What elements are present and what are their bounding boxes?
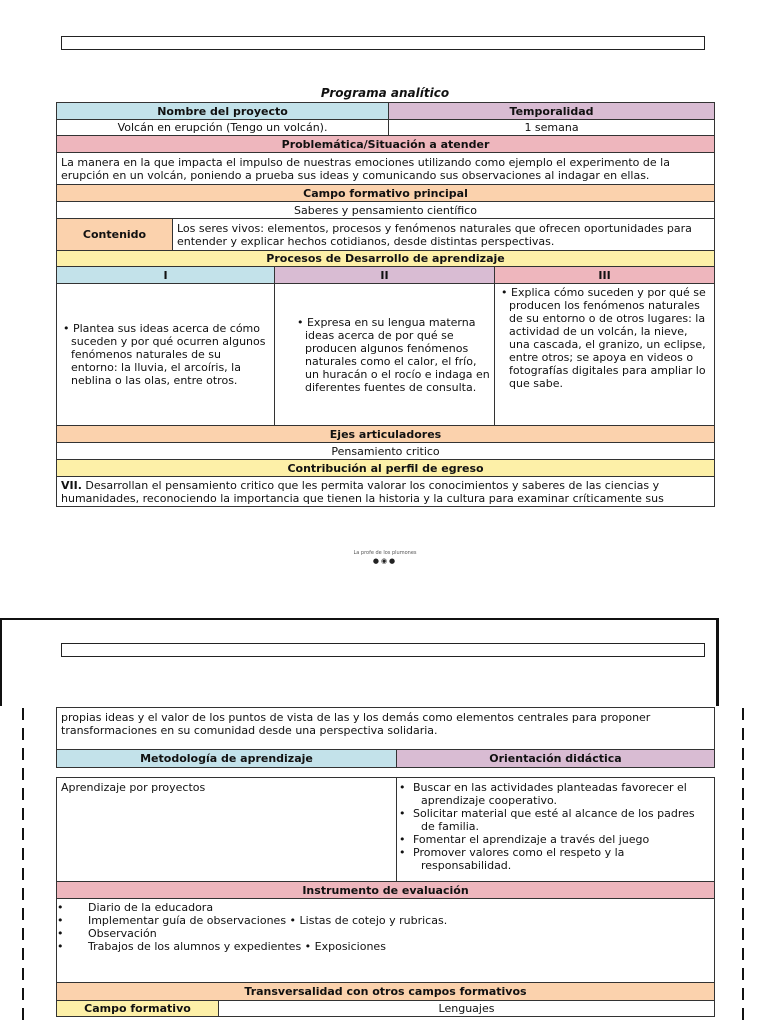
lenguajes-value: Lenguajes (219, 1001, 715, 1017)
instrumento-text: Implementar guía de observaciones • Listas de cotejo y rubricas. (87, 914, 448, 927)
proceso-iii-cell (495, 284, 715, 426)
contribucion-body: Desarrollan el pensamiento critico que les permita valorar los conocimientos y saberes de las ciencias y humanidades, reconociendo la importancia que tienen la historia y la cultura para examinar críticamente sus (61, 478, 664, 505)
contribucion-text (57, 477, 715, 507)
problematica-header: Problemática/Situación a atender (57, 136, 715, 153)
programa-table (56, 102, 715, 507)
page-title: Programa analítico (320, 86, 450, 100)
instrumento-item: • Implementar guía de observaciones • Listas de cotejo y rubricas. (57, 914, 448, 927)
contenido-text: Los seres vivos: elementos, procesos y fenómenos naturales que ofrecen oportunidades para entender y explicar hechos cotidianos, desde distintas perspectivas. (173, 219, 715, 251)
proceso-col-iii: III (495, 267, 715, 284)
proceso-col-i: I (57, 267, 275, 284)
header-bar-page2 (61, 643, 705, 657)
proceso-col-ii: II (275, 267, 495, 284)
instrumento-item: • Observación (57, 927, 157, 940)
page-border-dashed-left (22, 708, 24, 1024)
nombre-proyecto-header: Nombre del proyecto (57, 103, 389, 120)
campo-formativo-header: Campo formativo principal (57, 185, 715, 202)
instrumento-item: • Diario de la educadora (57, 901, 214, 914)
proceso-i-text: • Plantea sus ideas acerca de cómo suceden y por qué ocurren algunos fenómenos naturales de su entorno: la lluvia, el arcoíris, la neblina o las olas, entre otros. (63, 322, 266, 387)
page-border-dashed-right (742, 708, 744, 1024)
contribucion-continuacion: propias ideas y el valor de los puntos de vista de las y los demás como elementos centrales para proponer transformaciones en su comunidad desde una perspectiva solidaria. (57, 708, 715, 750)
proceso-ii-text: • Expresa en su lengua materna ideas acerca de por qué se producen algunos fenómenos naturales como el calor, el frío, un huracán o el rocío e indaga en diferentes fuentes de consulta. (297, 315, 490, 394)
campo-formativo-label: Campo formativo (57, 1001, 219, 1017)
ejes-header: Ejes articuladores (57, 426, 715, 443)
procesos-header: Procesos de Desarrollo de aprendizaje (57, 251, 715, 267)
orientacion-header: Orientación didáctica (397, 750, 715, 768)
metodologia-value: Aprendizaje por proyectos (57, 778, 397, 882)
instrumento-item: • Trabajos de los alumnos y expedientes • Exposiciones (57, 940, 386, 953)
header-bar (61, 36, 705, 50)
spacer-row (57, 768, 715, 778)
page2-frame-right (716, 618, 719, 706)
instrumento-text: Trabajos de los alumnos y expedientes • Exposiciones (87, 940, 386, 953)
orientacion-item: • Promover valores como el respeto y la responsabilidad. (401, 846, 710, 872)
ejes-value: Pensamiento critico (57, 443, 715, 460)
orientacion-item: • Fomentar el aprendizaje a través del juego (401, 833, 710, 846)
page2-frame-left (0, 618, 2, 706)
logo-text: La profe de los plumones (353, 550, 417, 556)
instagram-icon: ◉ (380, 557, 390, 565)
temporalidad-value: 1 semana (389, 120, 715, 136)
proceso-i-cell (57, 284, 275, 426)
campo-formativo-value: Saberes y pensamiento científico (57, 202, 715, 219)
contribucion-header: Contribución al perfil de egreso (57, 460, 715, 477)
programa-table-continued (56, 707, 715, 1017)
problematica-text: La manera en la que impacta el impulso de nuestras emociones utilizando como ejemplo el experimento de la erupción en un volcán, poniendo a prueba sus ideas y comunicando sus observaciones al indagar en ellas. (57, 153, 715, 185)
transversalidad-header: Transversalidad con otros campos formativos (57, 983, 715, 1001)
social-icons (340, 557, 430, 565)
contribucion-num: VII. (61, 478, 82, 492)
temporalidad-header: Temporalidad (389, 103, 715, 120)
orientacion-item: • Solicitar material que esté al alcance de los padres de familia. (401, 807, 710, 833)
orientacion-item: • Buscar en las actividades planteadas favorecer el aprendizaje cooperativo. (401, 781, 710, 807)
instrumento-text: Diario de la educadora (87, 901, 214, 914)
orientacion-cell (397, 778, 715, 882)
instrumento-header: Instrumento de evaluación (57, 882, 715, 899)
facebook-icon: ● (372, 557, 381, 565)
pinterest-icon: ● (389, 557, 398, 565)
proceso-iii-text: • Explica cómo suceden y por qué se producen los fenómenos naturales de su entorno o de otros lugares: la actividad de un volcán, la nieve, una cascada, el granizo, un eclipse, entre otros; se apoya en videos o fotografías digitales para ampliar lo que sabe. (501, 286, 706, 390)
contenido-label: Contenido (57, 219, 173, 251)
metodologia-header: Metodología de aprendizaje (57, 750, 397, 768)
nombre-proyecto-value: Volcán en erupción (Tengo un volcán). (57, 120, 389, 136)
proceso-ii-cell (275, 284, 495, 426)
logo (340, 550, 430, 565)
page2-frame-top (0, 618, 718, 620)
instrumento-text: Observación (87, 927, 157, 940)
instrumento-cell (57, 899, 715, 983)
